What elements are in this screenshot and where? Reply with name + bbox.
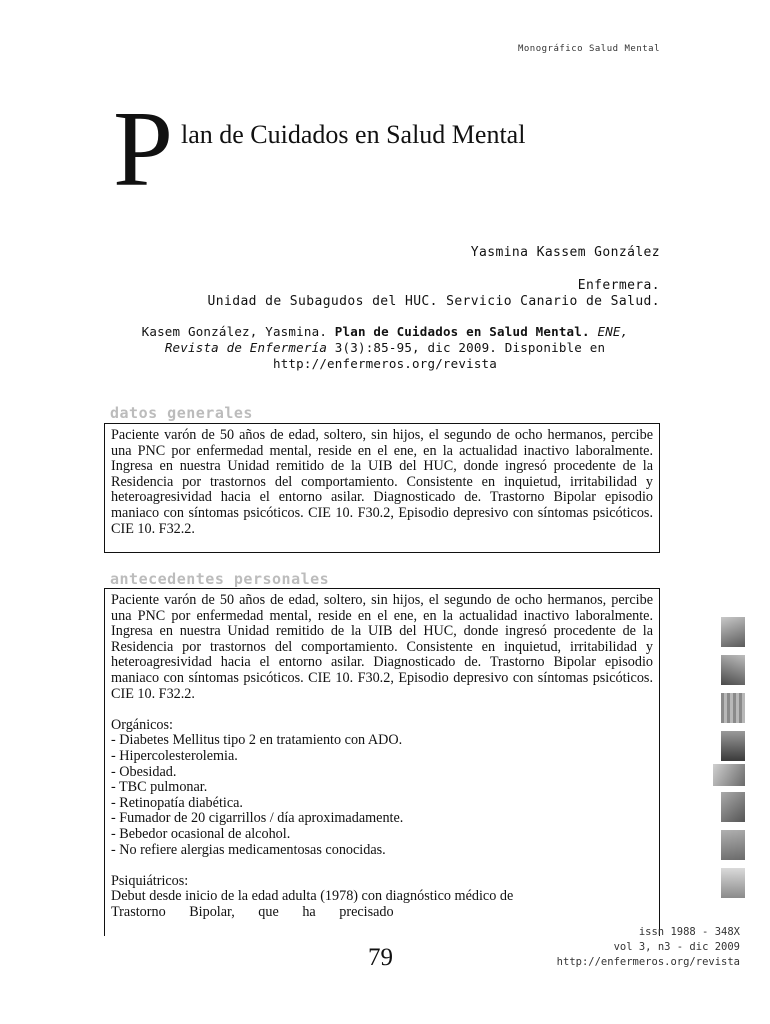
organic-heading: Orgánicos:: [111, 716, 173, 733]
journal-info: [557, 925, 740, 970]
article-title: [113, 90, 673, 209]
journal-volume: vol 3, n3 - dic 2009: [613, 941, 740, 953]
journal-url[interactable]: http://enfermeros.org/revista: [556, 956, 740, 968]
citation-journal-a: ENE,: [597, 324, 629, 339]
issn: issn 1988 - 348X: [638, 926, 740, 938]
citation-url[interactable]: http://enfermeros.org/revista: [272, 356, 498, 371]
organic-item: - No refiere alergias medicamentosas conocidas.: [111, 841, 386, 858]
cover-thumbnail-image: [713, 764, 745, 786]
organic-item: - Hipercolesterolemia.: [111, 747, 238, 764]
organic-item: - Obesidad.: [111, 763, 177, 780]
psychiatric-text-line: Debut desde inicio de la edad adulta (1978) con diagnóstico médico de: [111, 888, 514, 905]
psychiatric-heading: Psiquiátricos:: [111, 872, 189, 889]
organic-item: - Diabetes Mellitus tipo 2 en tratamiento con ADO.: [111, 732, 403, 749]
cover-thumbnail-image: [721, 617, 745, 647]
citation: [110, 324, 660, 372]
section-heading-general: datos generales: [110, 404, 253, 422]
personal-history-text: Paciente varón de 50 años de edad, soltero, sin hijos, el segundo de ocho hermanos, percibe una PNC por enfermedad mental, reside en el ene, en la actualidad inactivo laboralmente. Ingresa en nuestra Unidad remitido de la UIB del HUC, donde ingresó procedente de la Residencia por trastornos del comportamiento. Consistente en inquietud, irritabilidad y heteroagresividad hacia el entorno asilar. Diagnosticado de. Trastorno Bipolar episodio maniaco con síntomas psicóticos. CIE 10. F30.2, Episodio depresivo con síntomas psicóticos. CIE 10. F32.2.: [111, 592, 653, 702]
section-heading-personal: antecedentes personales: [110, 570, 330, 588]
title-text: lan de Cuidados en Salud Mental: [181, 120, 526, 149]
citation-volume: 3(3):85-95, dic 2009. Disponible en: [327, 340, 606, 355]
citation-title: Plan de Cuidados en Salud Mental.: [334, 324, 590, 339]
general-data-text: Paciente varón de 50 años de edad, soltero, sin hijos, el segundo de ocho hermanos, percibe una PNC por enfermedad mental, reside en el ene, en la actualidad inactivo laboralmente. Ingresa en nuestra Unidad remitido de la UIB del HUC, donde ingresó procedente de la Residencia por trastornos del comportamiento. Consistente en inquietud, irritabilidad y heteroagresividad hacia el entorno asilar. Diagnosticado de. Trastorno Bipolar episodio maniaco con síntomas psicóticos. CIE 10. F30.2, Episodio depresivo con síntomas psicóticos. CIE 10. F32.2.: [111, 427, 653, 537]
psychiatric-text-line: Trastorno Bipolar, que ha precisado: [111, 903, 394, 920]
author-affiliation: Unidad de Subagudos del HUC. Servicio Canario de Salud.: [207, 294, 660, 309]
author-name: Yasmina Kassem González: [470, 245, 660, 260]
citation-authors: Kasem González, Yasmina.: [141, 324, 335, 339]
citation-journal-b: Revista de Enfermería: [164, 340, 328, 355]
organic-item: - Bebedor ocasional de alcohol.: [111, 825, 291, 842]
organic-item: - Retinopatía diabética.: [111, 794, 243, 811]
page-number: 79: [368, 944, 393, 971]
cover-thumbnail-image: [721, 693, 745, 723]
author-role: Enfermera.: [577, 278, 660, 293]
cover-thumbnail-image: [721, 868, 745, 898]
organic-item: - TBC pulmonar.: [111, 779, 208, 796]
cover-thumbnail-image: [721, 731, 745, 761]
cover-thumbnail-image: [721, 655, 745, 685]
cover-thumbnail-image: [721, 830, 745, 860]
personal-history-box: [104, 588, 660, 936]
general-data-box: [104, 423, 660, 553]
running-head: Monográfico Salud Mental: [517, 44, 660, 54]
title-dropcap: P: [113, 90, 174, 209]
organic-item: - Fumador de 20 cigarrillos / día aproximadamente.: [111, 810, 404, 827]
cover-thumbnail-image: [721, 792, 745, 822]
